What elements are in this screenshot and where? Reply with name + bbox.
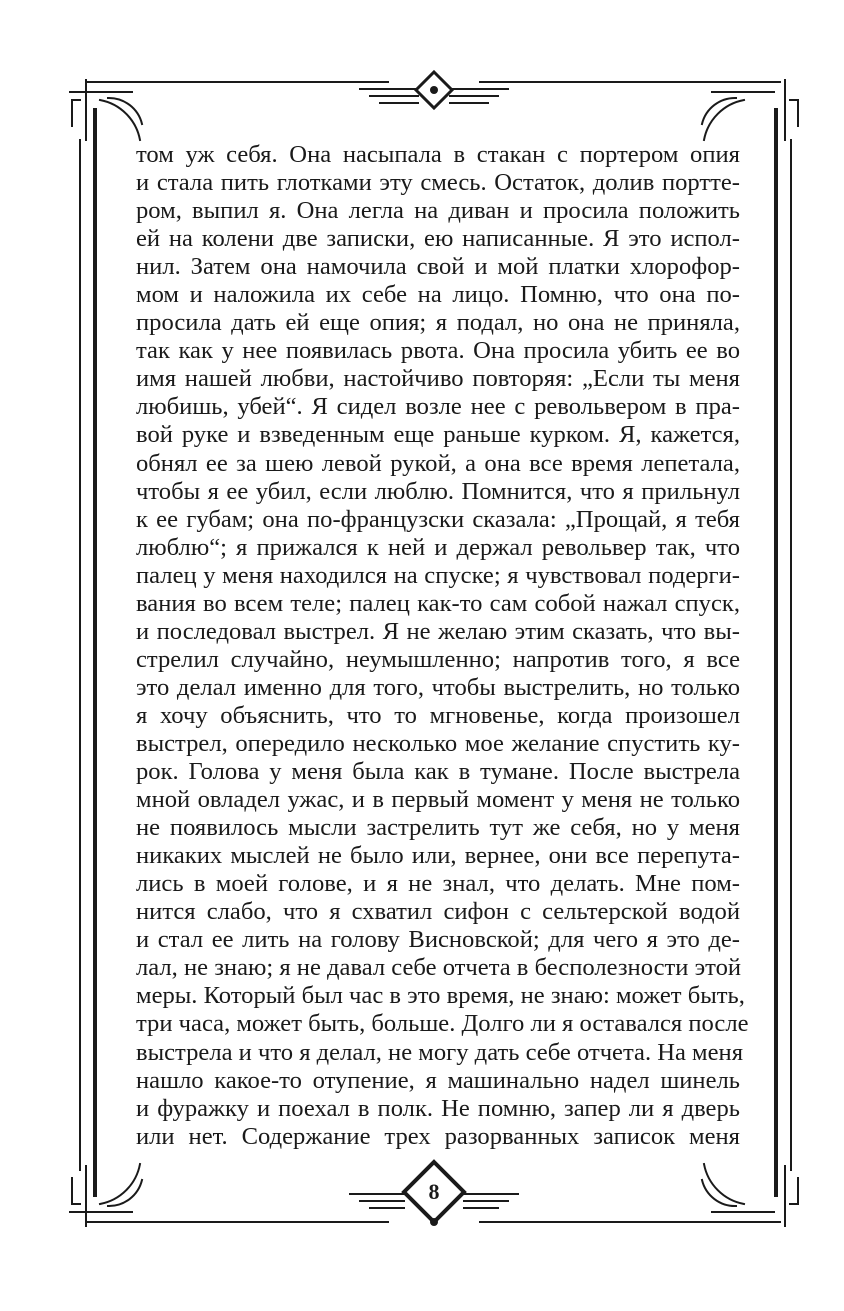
text-line: выстрела и что я делал, не могу дать себе отчета. На меня — [136, 1038, 744, 1066]
text-line: и последовал выстрел. Я не желаю этим сказать, что вы- — [136, 617, 740, 645]
text-line: три часа, может быть, больше. Долго ли я оставался после — [136, 1010, 749, 1038]
text-line: так как у нее появилась рвота. Она просила убить ее во — [136, 337, 740, 365]
text-line: стрелил случайно, неумышленно; напротив того, я все — [136, 645, 740, 673]
page-number: 8 — [428, 1179, 440, 1204]
text-line: и стала пить глотками эту смесь. Остаток, долив портте- — [136, 169, 740, 197]
text-line: просила дать ей еще опия; я подал, но она не приняла, — [136, 309, 740, 337]
text-line: том уж себя. Она насыпала в стакан с портером опия — [136, 141, 740, 168]
text-line: меры. Который был час в это время, не знаю: может быть, — [136, 982, 745, 1010]
text-line: рок. Голова у меня была как в тумане. После выстрела — [136, 758, 740, 786]
text-line: нашло какое-то отупение, я машинально надел шинель — [136, 1066, 740, 1094]
text-line: мом и наложила их себе на лицо. Помню, что она по- — [136, 281, 740, 309]
text-line: нил. Затем она намочила свой и мой платки хлорофор- — [136, 253, 740, 281]
text-line: лал, не знаю; я не давал себе отчета в бесполезности этой — [136, 954, 742, 982]
text-line: палец у меня находился на спуске; я чувствовал подерги- — [136, 561, 740, 589]
text-line: это делал именно для того, чтобы выстрелить, но только — [136, 673, 740, 701]
text-line: и стал ее лить на голову Висновской; для чего я это де- — [136, 926, 740, 954]
text-line: и фуражку и поехал в полк. Не помню, запер ли я дверь — [136, 1094, 740, 1122]
text-line: выстрел, опередило несколько мое желание спустить ку- — [136, 729, 740, 757]
text-line: я хочу объяснить, что то мгновенье, когда произошел — [136, 701, 740, 729]
text-line: нится слабо, что я схватил сифон с сельтерской водой — [136, 898, 740, 926]
text-line: к ее губам; она по-французски сказала: „Прощай, я тебя — [136, 505, 740, 533]
body-text — [136, 141, 749, 1151]
text-line: чтобы я ее убил, если люблю. Помнится, что я прильнул — [136, 477, 740, 505]
text-line: ром, выпил я. Она легла на диван и просила положить — [136, 197, 740, 225]
text-line: обнял ее за шею левой рукой, а она все время лепетала, — [136, 449, 740, 477]
text-line: любишь, убей“. Я сидел возле нее с револьвером в пра- — [136, 393, 740, 421]
text-line: имя нашей любви, настойчиво повторяя: „Если ты меня — [136, 365, 740, 393]
text-line: ей на колени две записки, ею написанные. Я это испол- — [136, 225, 740, 253]
text-line: лись в моей голове, и я не знал, что делать. Мне пом- — [136, 870, 740, 898]
text-line: никаких мыслей не было или, вернее, они все перепута- — [136, 842, 740, 870]
text-line: вания во всем теле; палец как-то сам собой нажал спуск, — [136, 589, 740, 617]
text-line: или нет. Содержание трех разорванных записок меня — [136, 1122, 740, 1150]
text-line: люблю“; я прижался к ней и держал револьвер так, что — [136, 533, 740, 561]
text-line: не появилось мысли застрелить тут же себя, но у меня — [136, 814, 740, 842]
text-line: вой руке и взведенным еще раньше курком. Я, кажется, — [136, 421, 740, 449]
text-line: мной овладел ужас, и в первый момент у меня не только — [136, 786, 740, 814]
